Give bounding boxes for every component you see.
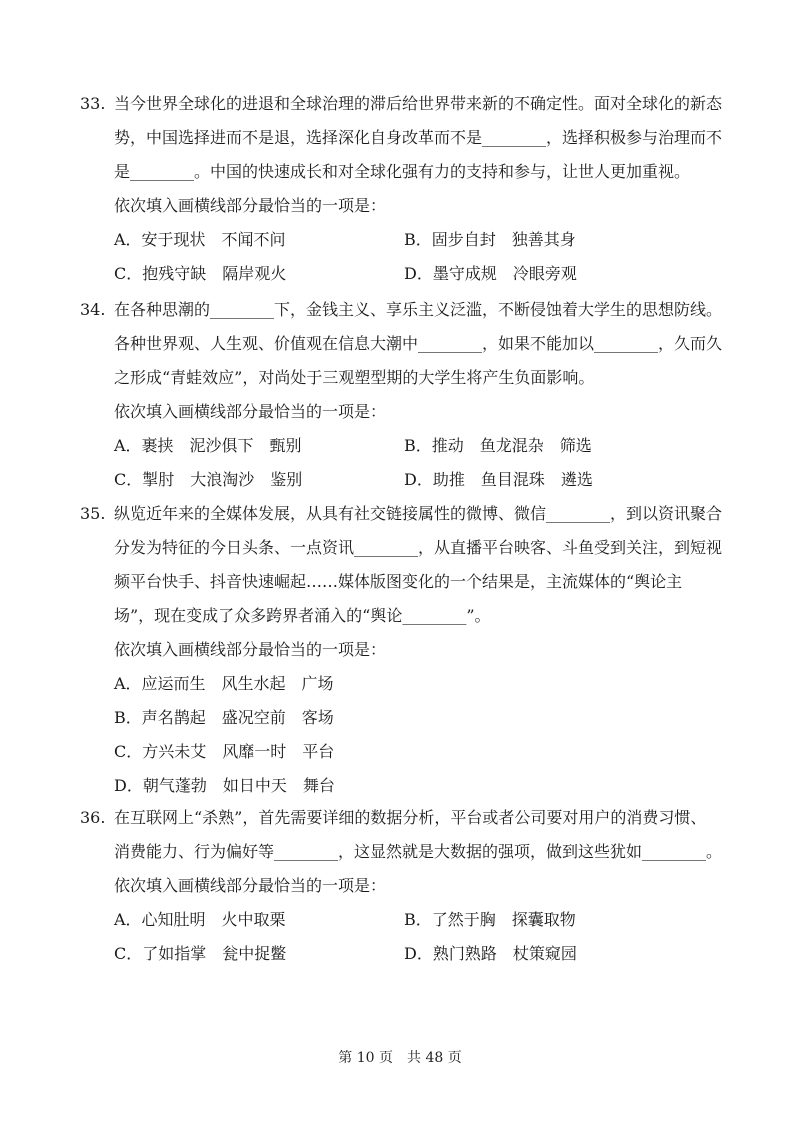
- options-row: [80, 463, 730, 497]
- option-b[interactable]: B．推动 鱼龙混杂 筛选: [404, 436, 592, 455]
- option-c[interactable]: C．了如指掌 瓮中捉鳖: [114, 944, 287, 963]
- options-row: [80, 903, 730, 937]
- question-stem-line: 36. 在互联网上“杀熟”，首先需要详细的数据分析，平台或者公司要对用户的消费习惯、: [80, 801, 730, 835]
- option-d[interactable]: D．朝气蓬勃 如日中天 舞台: [114, 776, 335, 795]
- option-a[interactable]: A．应运而生 风生水起 广场: [114, 674, 334, 693]
- option-d[interactable]: D．墨守成规 冷眼旁观: [404, 264, 577, 283]
- option-b[interactable]: B．声名鹊起 盛况空前 客场: [114, 708, 334, 727]
- option-c[interactable]: C．掣肘 大浪淘沙 鉴别: [114, 470, 303, 489]
- question-stem-line: 消费能力、行为偏好等________，这显然就是大数据的强项，做到这些犹如________。: [114, 842, 723, 861]
- question-number: 36.: [80, 808, 106, 827]
- question-prompt: 依次填入画横线部分最恰当的一项是：: [114, 402, 387, 421]
- page-footer: 第 10 页 共 48 页: [338, 1050, 462, 1066]
- question-number: 35.: [80, 504, 106, 523]
- question-34: [80, 293, 730, 497]
- question-stem-line: 35. 纵览近年来的全媒体发展，从具有社交链接属性的微博、微信________，到以资讯聚合: [80, 497, 730, 531]
- option-b[interactable]: B．固步自封 独善其身: [404, 230, 576, 249]
- question-36: [80, 801, 730, 971]
- question-stem-line: 各种世界观、人生观、价值观在信息大潮中________，如果不能加以________，久而久: [114, 334, 723, 353]
- question-number: 33.: [80, 94, 106, 113]
- option-c[interactable]: C．抱残守缺 隔岸观火: [114, 264, 287, 283]
- options-row: [80, 223, 730, 257]
- question-stem-line: 34. 在各种思潮的________下，金钱主义、享乐主义泛滥，不断侵蚀着大学生的思想防线。: [80, 293, 730, 327]
- option-d[interactable]: D．助推 鱼目混珠 遴选: [404, 470, 593, 489]
- option-a[interactable]: A．裹挟 泥沙俱下 甄别: [114, 436, 302, 455]
- question-stem-line: 之形成“青蛙效应”，对尚处于三观塑型期的大学生将产生负面影响。: [114, 368, 595, 387]
- options-row: [80, 429, 730, 463]
- option-a[interactable]: A．安于现状 不闻不问: [114, 230, 286, 249]
- question-number: 34.: [80, 300, 106, 319]
- option-a[interactable]: A．心知肚明 火中取栗: [114, 910, 286, 929]
- question-stem-line: 分发为特征的今日头条、一点资讯________，从直播平台映客、斗鱼受到关注，到短视: [114, 538, 723, 557]
- question-prompt: 依次填入画横线部分最恰当的一项是：: [114, 640, 387, 659]
- question-stem-line: 频平台快手、抖音快速崛起……媒体版图变化的一个结果是，主流媒体的“舆论主: [114, 572, 683, 591]
- option-b[interactable]: B．了然于胸 探囊取物: [404, 910, 576, 929]
- options-row: [80, 257, 730, 291]
- question-prompt: 依次填入画横线部分最恰当的一项是：: [114, 876, 387, 895]
- option-d[interactable]: D．熟门熟路 杖策窥园: [404, 944, 577, 963]
- question-stem-line: 是________。中国的快速成长和对全球化强有力的支持和参与，让世人更加重视。: [114, 162, 691, 181]
- options-row: [80, 937, 730, 971]
- question-33: [80, 87, 730, 291]
- question-prompt: 依次填入画横线部分最恰当的一项是：: [114, 196, 387, 215]
- question-stem-line: 33. 当今世界全球化的进退和全球治理的滞后给世界带来新的不确定性。面对全球化的新态: [80, 87, 730, 121]
- question-stem-line: 场”，现在变成了众多跨界者涌入的“舆论________”。: [114, 606, 491, 625]
- question-stem-line: 势，中国选择进而不是退，选择深化自身改革而不是________，选择积极参与治理而不: [114, 128, 723, 147]
- option-c[interactable]: C．方兴未艾 风靡一时 平台: [114, 742, 335, 761]
- question-35: [80, 497, 730, 803]
